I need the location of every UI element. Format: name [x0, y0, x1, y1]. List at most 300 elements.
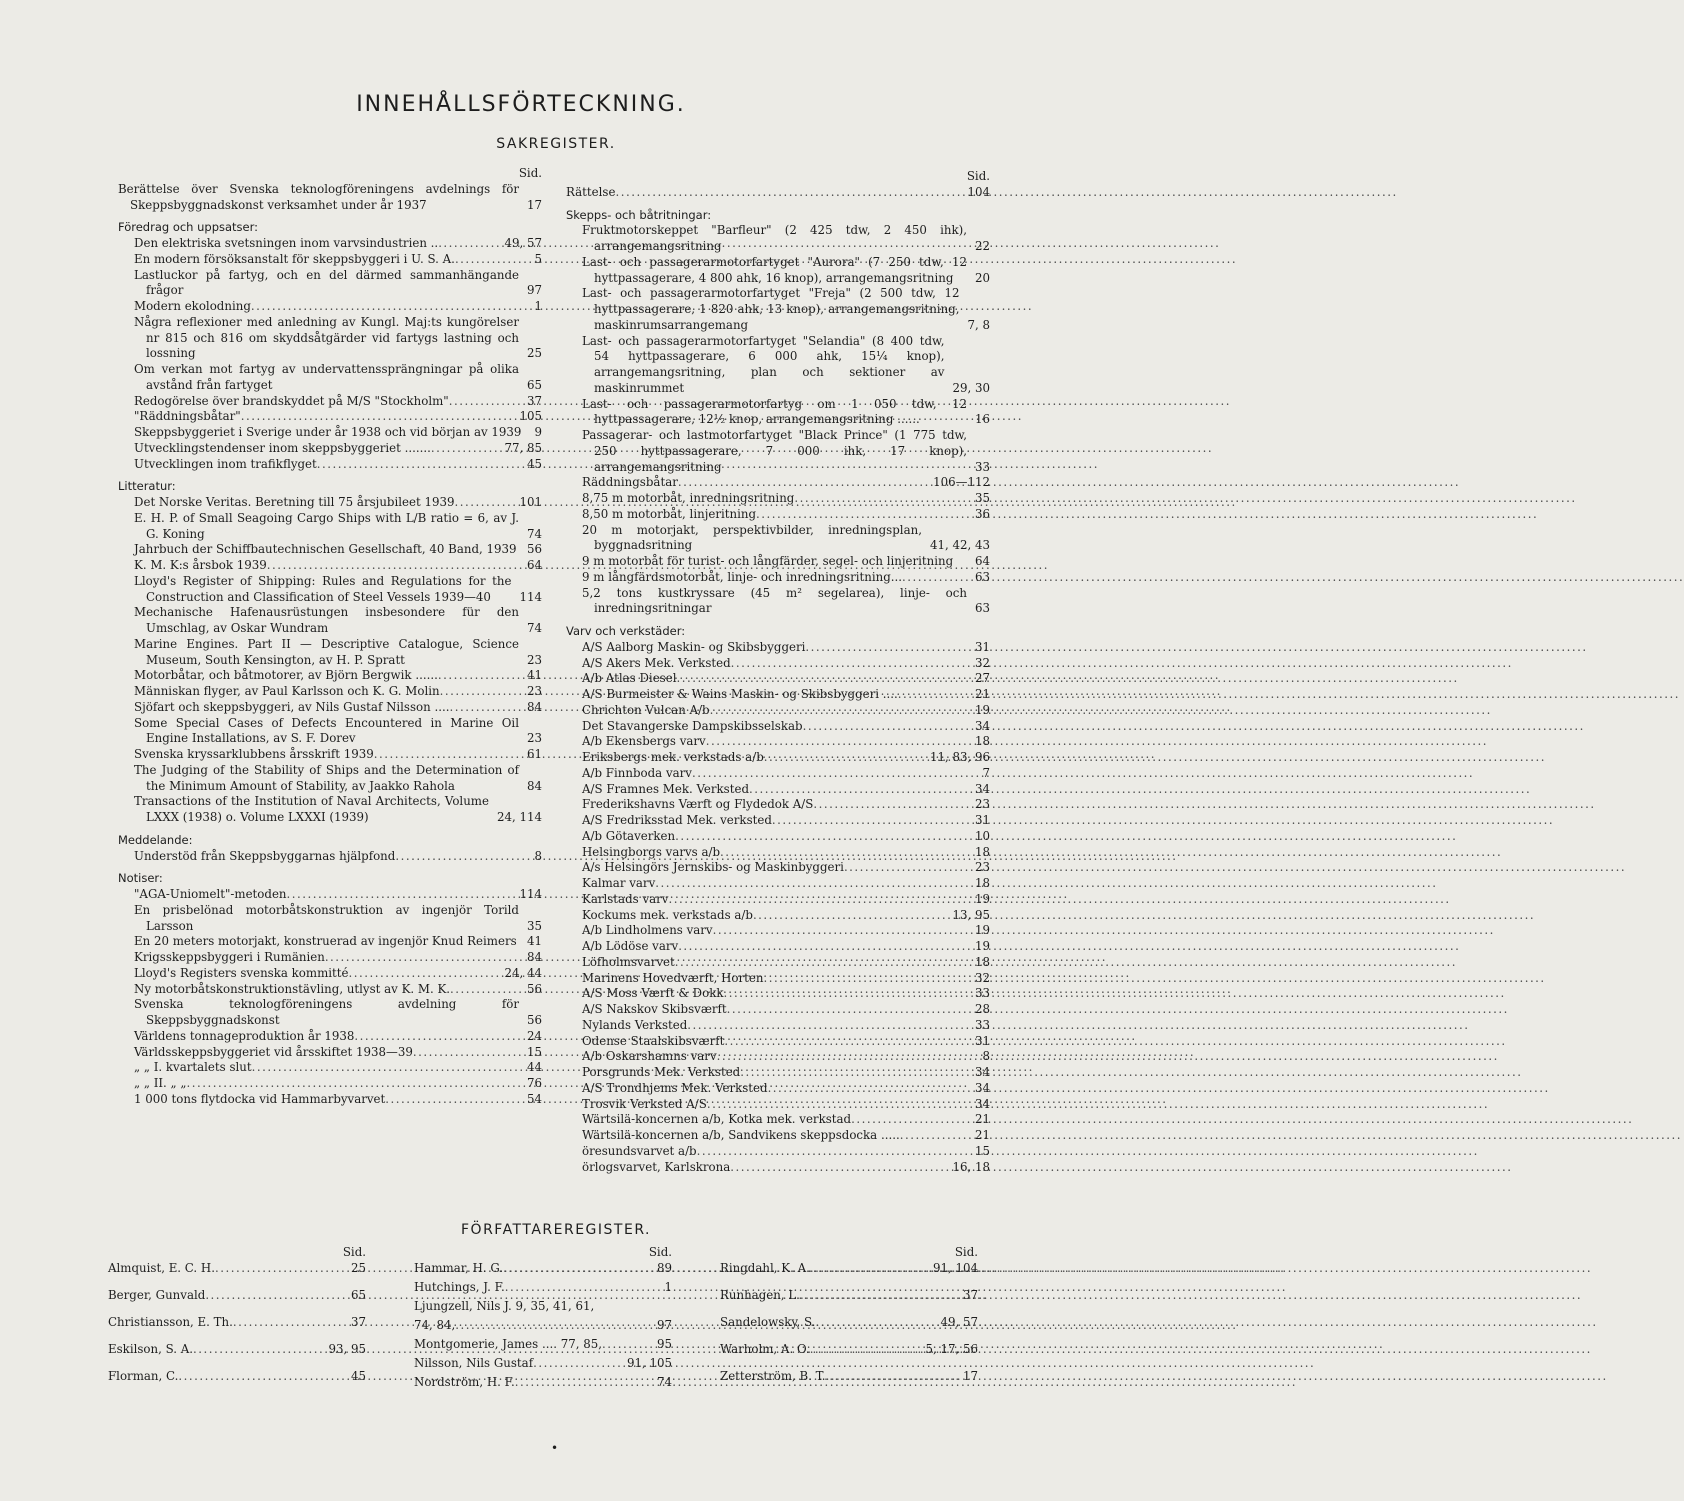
index-entry	[118, 315, 542, 362]
author-name: Runhagen, L.	[720, 1287, 800, 1302]
index-entry	[566, 971, 990, 987]
index-entry	[566, 860, 990, 876]
leader-dots	[851, 1112, 971, 1128]
entry-page: 24, 44	[504, 965, 542, 980]
entry-page: 17	[526, 197, 542, 212]
entry-title: Wärtsilä-koncernen a/b, Sandvikens skeppsdocka .....	[582, 1128, 900, 1142]
author-column-1	[108, 1244, 366, 1395]
author-entry	[720, 1341, 978, 1357]
entry-page: 114	[519, 887, 542, 901]
index-entry	[566, 829, 990, 845]
entry-title: Skeppsbyggeriet i Sverige under år 1938 och vid början av 1939	[134, 425, 522, 439]
entry-title: Last- och passagerarmotorfartyget "Aurora" (7 250 tdw, 12 hyttpassagerare, 4 800 ahk, 16 knop), arrangemangsritning	[582, 254, 967, 285]
index-entry	[118, 849, 542, 865]
entry-page: 105	[519, 409, 542, 424]
leader-dots	[706, 734, 971, 750]
author-name: Almquist, E. C. H.	[108, 1260, 215, 1275]
leader-dots	[826, 1368, 959, 1384]
index-entry	[118, 299, 542, 315]
leader-dots	[803, 719, 971, 735]
entry-title: A/S Framnes Mek. Verksted	[582, 781, 749, 796]
entry-page: 8	[534, 848, 542, 863]
entry-title: Det Stavangerske Dampskibsselskab	[582, 718, 803, 733]
index-entry	[118, 394, 542, 410]
index-entry	[566, 782, 990, 798]
entry-title: En prisbelönad motorbåtskonstruktion av ingenjör Torild Larsson	[134, 902, 519, 933]
index-entry	[566, 1065, 990, 1081]
index-entry	[118, 268, 542, 300]
entry-page: 74	[526, 526, 542, 541]
author-name: Berger, Gunvald	[108, 1287, 206, 1302]
index-entry	[566, 939, 990, 955]
entry-title: A/S Moss Værft & Dokk	[582, 986, 724, 1001]
leader-dots	[385, 1092, 523, 1108]
entry-title: A/b Atlas Diesel	[582, 671, 677, 686]
entry-page: 41, 42, 43	[929, 538, 990, 553]
entry-page: 22	[974, 239, 990, 253]
author-name: Nordström, H. F.	[414, 1374, 515, 1389]
author-pages: 89	[656, 1260, 672, 1275]
author-entry	[414, 1260, 672, 1276]
entry-page: 8	[982, 1049, 990, 1064]
entry-title: Svenska teknologföreningens avdelning för Skeppsbyggnadskonst	[134, 997, 519, 1027]
entry-page: 56	[526, 542, 542, 557]
index-entry	[118, 887, 542, 903]
entry-title: The Judging of the Stability of Ships and the Determination of the Minimum Amount of Stability, av Jaakko Rahola	[134, 762, 519, 793]
leader-dots	[317, 457, 523, 473]
author-entry	[414, 1374, 672, 1390]
leader-dots	[900, 1128, 971, 1144]
index-entry	[118, 542, 542, 558]
entry-title: Kalmar varv	[582, 876, 656, 890]
leader-dots	[731, 656, 971, 672]
entry-title: öresundsvarvet a/b	[582, 1143, 697, 1158]
index-entry	[566, 750, 990, 766]
index-entry	[118, 425, 542, 441]
leader-dots	[602, 1336, 653, 1352]
author-pages: 74	[656, 1374, 672, 1389]
index-entry	[566, 523, 990, 555]
leader-dots	[252, 1060, 523, 1076]
entry-title: 9 m långfärdsmotorbåt, linje- och inredningsritning...	[582, 569, 903, 584]
leader-dots	[455, 495, 516, 511]
index-entry	[118, 794, 542, 826]
leader-dots	[193, 1341, 324, 1357]
index-entry	[118, 495, 542, 511]
entry-page: 33	[974, 1017, 990, 1032]
leader-dots	[678, 939, 971, 955]
leader-dots	[354, 1029, 523, 1045]
index-entry	[118, 252, 542, 268]
entry-title: Några reflexioner med anledning av Kungl. Maj:ts kungörelser nr 815 och 816 om skyddsåtgärder vid fartygs lastning och lossning	[134, 314, 519, 361]
entry-page: 19	[974, 702, 990, 717]
index-entry	[566, 1112, 990, 1128]
author-pages: 37	[350, 1314, 366, 1329]
leader-dots	[215, 1260, 347, 1276]
section-title: Litteratur:	[118, 479, 176, 494]
author-pages: 65	[350, 1287, 366, 1302]
index-entry	[566, 1034, 990, 1050]
index-entry	[566, 507, 990, 523]
leader-dots	[902, 570, 971, 586]
index-entry	[566, 1097, 990, 1113]
index-entry	[118, 903, 542, 935]
index-entry	[118, 409, 542, 425]
author-pages: 1	[664, 1279, 672, 1294]
entry-title: Lloyd's Registers svenska kommitté	[134, 965, 349, 980]
entry-page: 97	[526, 283, 542, 298]
entry-page: 34	[974, 1080, 990, 1095]
leader-dots	[724, 986, 971, 1002]
entry-title: Understöd från Skeppsbyggarnas hjälpfond	[134, 848, 396, 863]
author-pages: 25	[350, 1260, 366, 1275]
author-sid-label-2: Sid.	[648, 1245, 672, 1259]
index-entry	[566, 703, 990, 719]
section-title: Varv och verkstäder:	[566, 624, 686, 638]
author-pages: 49, 57	[940, 1314, 978, 1329]
entry-title: Kockums mek. verkstads a/b	[582, 907, 753, 922]
entry-page: 33	[974, 986, 990, 1001]
author-entry	[720, 1287, 978, 1303]
entry-title: A/S Aalborg Maskin- og Skibsbyggeri	[582, 639, 806, 654]
index-entry	[566, 1018, 990, 1034]
entry-title: Fruktmotorskeppet "Barfleur" (2 425 tdw, 2 450 ihk), arrangemangsritning	[582, 223, 967, 253]
entry-page: 29, 30	[952, 380, 990, 395]
leader-dots	[615, 185, 963, 201]
index-entry	[118, 511, 542, 543]
entry-page: 24, 114	[496, 810, 542, 824]
entry-title: Wärtsilä-koncernen a/b, Kotka mek. verkstad	[582, 1112, 852, 1127]
entry-page: 35	[974, 491, 990, 505]
leader-dots	[810, 1341, 922, 1357]
entry-page: 10	[974, 828, 990, 843]
author-pages: 91, 104	[932, 1260, 978, 1275]
index-entry	[566, 1144, 990, 1160]
index-entry	[566, 797, 990, 813]
entry-title: Karlstads varv	[582, 891, 669, 906]
entry-title: Nylands Verksted	[582, 1017, 688, 1032]
author-pages: 5, 17, 56	[925, 1341, 978, 1356]
index-entry	[566, 491, 990, 507]
author-name: Hammar, H. G.	[414, 1260, 504, 1275]
index-entry	[118, 982, 542, 998]
entry-page: 21	[974, 1128, 990, 1142]
entry-page: 77, 85	[504, 440, 542, 455]
entry-title: A/b Oskarshamns varv	[582, 1049, 717, 1064]
index-entry	[566, 766, 990, 782]
index-entry	[566, 334, 990, 397]
entry-page: 24	[526, 1028, 542, 1043]
entry-title: „ „ I. kvartalets slut	[134, 1060, 252, 1075]
leader-dots	[267, 558, 523, 574]
entry-title: Modern ekolodning	[134, 299, 251, 313]
entry-title: A/S Nakskov Skibsværft	[582, 1002, 727, 1016]
author-pages: 45	[350, 1368, 366, 1383]
entry-page: 84	[526, 950, 542, 964]
author-column-2	[414, 1244, 672, 1393]
leader-dots	[287, 887, 516, 903]
entry-page: 21	[974, 687, 990, 701]
entry-title: Krigsskeppsbyggeri i Rumänien	[134, 950, 325, 964]
author-name: Zetterström, B. T.	[720, 1368, 826, 1383]
entry-title: A/S Fredriksstad Mek. verksted	[582, 813, 772, 827]
entry-title: Sjöfart och skeppsbyggeri, av Nils Gustaf Nilsson ....	[134, 699, 450, 714]
author-name: Christiansson, E. Th.	[108, 1314, 233, 1329]
index-entry	[566, 955, 990, 971]
entry-page: 34	[974, 718, 990, 733]
entry-page: 25	[526, 346, 542, 361]
sakregister-left-column	[118, 166, 542, 1108]
entry-title: 8,75 m motorbåt, inredningsritning	[582, 491, 795, 505]
author-entry	[720, 1314, 978, 1330]
entry-page: 18	[974, 876, 990, 890]
index-entry	[118, 441, 542, 457]
leader-dots	[450, 982, 523, 998]
entry-title: Odense Staalskibsværft	[582, 1033, 725, 1048]
author-name: Sandelowsky, S.	[720, 1314, 816, 1329]
leader-dots	[455, 1317, 653, 1333]
author-pages: 97	[656, 1317, 672, 1332]
index-entry	[118, 1045, 542, 1061]
entry-title: Transactions of the Institution of Naval Architects, Volume LXXX (1938) o. Volume LXXXI (1939)	[134, 794, 489, 824]
entry-page: 11, 83, 96	[929, 750, 990, 764]
author-entry	[108, 1368, 366, 1384]
leader-dots	[241, 409, 516, 425]
leader-dots	[707, 1097, 971, 1113]
entry-page: 9	[534, 425, 542, 439]
author-pages: 17	[962, 1368, 978, 1383]
entry-page: 1	[534, 299, 542, 313]
entry-page: 84	[526, 778, 542, 793]
leader-dots	[205, 1287, 347, 1303]
entry-title: Mechanische Hafenausrüstungen insbesondere für den Umschlag, av Oskar Wundram	[134, 605, 519, 635]
entry-title: Jahrbuch der Schiffbautechnischen Gesellschaft, 40 Band, 1939	[134, 542, 517, 557]
entry-title: A/s Helsingörs Jernskibs- og Maskinbyggeri	[582, 860, 844, 875]
index-entry	[566, 640, 990, 656]
sid-label-left: Sid.	[518, 166, 542, 180]
leader-dots	[772, 813, 971, 829]
entry-title: Some Special Cases of Defects Encountered in Marine Oil Engine Installations, av S. F. Dorev	[134, 715, 519, 746]
entry-page: 63	[974, 601, 990, 616]
leader-dots	[740, 1065, 971, 1081]
author-pages: 95	[656, 1336, 672, 1351]
entry-title: Världsskeppsbyggeriet vid årsskiftet 1938—39	[134, 1044, 413, 1059]
index-entry	[566, 671, 990, 687]
entry-title: Om verkan mot fartyg av undervattenssprängningar på olika avstånd från fartyget	[134, 362, 519, 392]
leader-dots	[440, 684, 523, 700]
index-entry	[118, 1029, 542, 1045]
entry-title: Redogörelse över brandskyddet på M/S "Stockholm"	[134, 393, 449, 408]
leader-dots	[455, 252, 531, 268]
index-entry	[118, 668, 542, 684]
entry-page: 65	[526, 377, 542, 392]
entry-title: „ „ II. „ „	[134, 1076, 187, 1090]
entry-page: 23	[974, 860, 990, 875]
index-entry	[566, 892, 990, 908]
entry-page: 31	[974, 1033, 990, 1048]
index-entry	[566, 475, 990, 491]
leader-dots	[450, 700, 523, 716]
index-entry	[566, 908, 990, 924]
entry-page: 20	[974, 270, 990, 285]
entry-page: 31	[974, 639, 990, 654]
index-entry	[118, 966, 542, 982]
leader-dots	[533, 1355, 623, 1371]
entry-page: 18	[974, 734, 990, 749]
section-title: Notiser:	[118, 871, 163, 886]
entry-page: 44	[526, 1060, 542, 1075]
leader-dots	[720, 845, 971, 861]
leader-dots	[675, 829, 971, 845]
index-entry	[118, 700, 542, 716]
sakregister-right-column	[566, 169, 990, 1175]
leader-dots	[668, 892, 971, 908]
author-name: Nilsson, Nils Gustaf	[414, 1355, 534, 1370]
leader-dots	[794, 491, 971, 507]
entry-page: 41	[526, 668, 542, 683]
entry-page: 19	[974, 891, 990, 906]
index-entry	[118, 558, 542, 574]
author-column-3	[720, 1244, 978, 1395]
leader-dots	[763, 971, 971, 987]
entry-title: E. H. P. of Small Seagoing Cargo Ships with L/B ratio = 6, av J. G. Koning	[134, 510, 519, 541]
entry-page: 49, 57	[504, 236, 542, 250]
entry-page: 41	[526, 934, 542, 949]
entry-title: "Räddningsbåtar"	[134, 409, 241, 424]
entry-page: 76	[526, 1076, 542, 1090]
index-entry	[118, 716, 542, 748]
entry-title: Frederikshavns Værft og Flydedok A/S	[582, 797, 814, 812]
entry-page: 54	[526, 1091, 542, 1106]
index-entry	[566, 986, 990, 1002]
entry-title: A/S Akers Mek. Verksted	[582, 655, 731, 670]
entry-title: A/b Götaverken	[582, 828, 676, 843]
index-entry	[566, 185, 990, 201]
entry-title: A/b Lödöse varv	[582, 939, 679, 953]
entry-title: Den elektriska svetsningen inom varvsindustrien ..	[134, 236, 439, 250]
leader-dots	[692, 766, 979, 782]
sakregister-heading: SAKREGISTER.	[496, 136, 616, 152]
leader-dots	[505, 1279, 661, 1295]
leader-dots	[810, 1260, 929, 1276]
author-name: Warholm, A. O.	[720, 1341, 810, 1356]
entry-page: 7, 8	[967, 317, 990, 332]
entry-page: 106—112	[933, 475, 990, 490]
leader-dots	[187, 1076, 523, 1092]
leader-dots	[431, 441, 501, 457]
index-entry	[566, 1081, 990, 1097]
leader-dots	[724, 1034, 971, 1050]
entry-title: Chrichton Vulcan A/b	[582, 702, 710, 717]
entry-title: Utvecklingen inom trafikflyget	[134, 456, 317, 471]
entry-page: 19	[974, 923, 990, 938]
author-entry	[414, 1336, 672, 1352]
entry-page: 5	[534, 251, 542, 266]
author-entry	[414, 1355, 672, 1371]
entry-page: 64	[974, 554, 990, 568]
leader-dots	[325, 950, 523, 966]
author-pages: 91, 105	[626, 1355, 672, 1370]
forfattarregister-heading: FÖRFATTAREREGISTER.	[461, 1222, 651, 1238]
entry-page: 35	[526, 918, 542, 933]
leader-dots	[449, 394, 523, 410]
entry-title: Rättelse	[566, 184, 616, 199]
leader-dots	[687, 1018, 971, 1034]
index-entry	[566, 255, 990, 287]
index-entry	[118, 637, 542, 669]
index-entry	[566, 923, 990, 939]
leader-dots	[438, 236, 500, 252]
page-title: INNEHÅLLSFÖRTECKNING.	[356, 92, 686, 117]
section-title: Meddelande:	[118, 832, 193, 847]
entry-title: En modern försöksanstalt för skeppsbyggeri i U. S. A.	[134, 251, 455, 266]
entry-page: 23	[526, 684, 542, 698]
entry-page: 36	[974, 506, 990, 521]
entry-page: 16	[974, 412, 990, 427]
entry-page: 56	[526, 981, 542, 996]
author-name: Ljungzell, Nils J. 9, 35, 41, 61,	[414, 1298, 595, 1313]
leader-dots	[717, 1049, 979, 1065]
index-entry	[566, 719, 990, 735]
entry-page: 61	[526, 747, 542, 761]
entry-page: 34	[974, 1096, 990, 1111]
leader-dots	[678, 475, 929, 491]
index-entry	[566, 397, 990, 429]
leader-dots	[756, 507, 971, 523]
index-entry	[118, 1076, 542, 1092]
entry-page: 31	[974, 813, 990, 827]
entry-title: örlogsvarvet, Karlskrona	[582, 1159, 731, 1174]
leader-dots	[395, 849, 530, 865]
leader-dots	[713, 923, 971, 939]
index-entry	[566, 1128, 990, 1144]
entry-title: 9 m motorbåt för turist- och långfärder, segel- och linjeritning	[582, 554, 954, 568]
entry-title: Last- och passagerarmotorfartyg om 1 050 tdw, 12 hyttpassagerare, 12½ knop, arrangemangsritning ......	[582, 396, 967, 427]
entry-title: Lastluckor på fartyg, och en del därmed sammanhängande frågor	[134, 267, 519, 298]
leader-dots	[768, 1081, 971, 1097]
entry-title: Utvecklingstendenser inom skeppsbyggeriet .......	[134, 440, 431, 455]
entry-title: A/b Finnboda varv	[582, 765, 692, 780]
entry-page: 13, 95	[952, 907, 990, 922]
leader-dots	[503, 1260, 653, 1276]
index-entry	[566, 554, 990, 570]
entry-title: Svenska kryssarklubbens årsskrift 1939	[134, 747, 374, 761]
index-entry	[566, 1160, 990, 1176]
index-entry	[566, 1049, 990, 1065]
index-entry	[566, 586, 990, 618]
entry-page: 37	[526, 393, 542, 408]
leader-dots	[675, 955, 971, 971]
entry-page: 56	[526, 1013, 542, 1027]
entry-title: Trosvik Verksted A/S	[582, 1096, 707, 1111]
index-entry	[118, 1092, 542, 1108]
entry-title: Eriksbergs mek. verkstads a/b	[582, 750, 764, 764]
leader-dots	[815, 1314, 936, 1330]
index-entry	[118, 362, 542, 394]
index-entry	[118, 236, 542, 252]
entry-page: 33	[974, 459, 990, 474]
index-entry	[566, 223, 990, 255]
entry-title: 1 000 tons flytdocka vid Hammarbyvarvet	[134, 1091, 386, 1106]
entry-page: 34	[974, 781, 990, 796]
index-entry	[566, 1002, 990, 1018]
entry-title: Motorbåtar, och båtmotorer, av Björn Bergwik ......	[134, 668, 438, 683]
entry-page: 7	[982, 765, 990, 780]
entry-title: Människan flyger, av Paul Karlsson och K. G. Molin	[134, 684, 440, 698]
author-entry	[414, 1317, 672, 1333]
entry-page: 34	[974, 1065, 990, 1079]
index-entry	[118, 747, 542, 763]
